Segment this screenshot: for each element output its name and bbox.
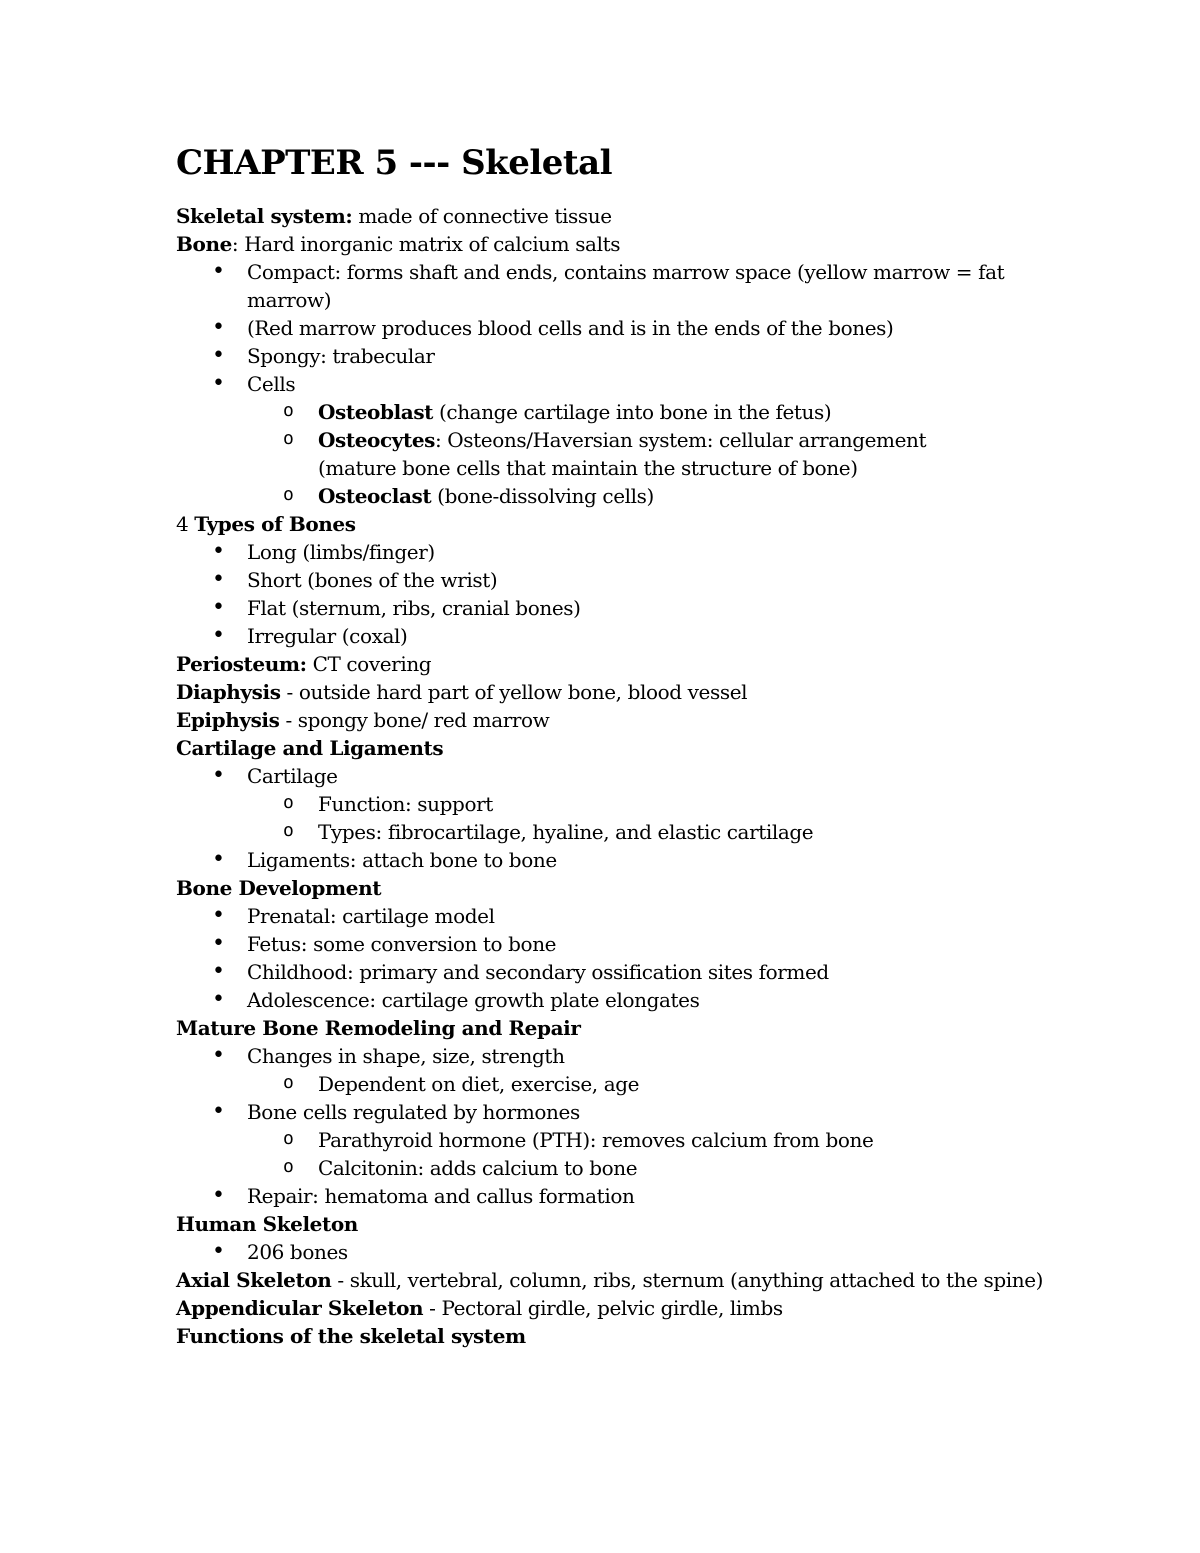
sub-list-item: o Parathyroid hormone (PTH): removes calcium from bone — [176, 1126, 1050, 1154]
bone-list — [176, 258, 1050, 398]
remodeling-heading: Mature Bone Remodeling and Repair — [176, 1016, 581, 1040]
list-item: • Short (bones of the wrist) — [176, 566, 1050, 594]
term: Osteoclast — [318, 484, 432, 508]
remodeling-sub-list-2 — [176, 1126, 1050, 1182]
list-item: • Prenatal: cartilage model — [176, 902, 1050, 930]
appendicular-line — [176, 1294, 1050, 1322]
list-item: • Fetus: some conversion to bone — [176, 930, 1050, 958]
skeletal-system-line — [176, 202, 1050, 230]
cartilage-sub-list — [176, 790, 1050, 846]
term: Osteocytes — [318, 428, 436, 452]
bone-line — [176, 230, 1050, 258]
list-item: • Compact: forms shaft and ends, contains marrow space (yellow marrow = fat marrow) — [176, 258, 1050, 314]
term: Bone — [176, 232, 232, 256]
chapter-title: CHAPTER 5 --- Skeletal — [176, 143, 613, 183]
list-item: • (Red marrow produces blood cells and is in the ends of the bones) — [176, 314, 1050, 342]
types-list — [176, 538, 1050, 650]
cartilage-heading: Cartilage and Ligaments — [176, 736, 444, 760]
remodeling-sub-list-1 — [176, 1070, 1050, 1098]
periosteum-line — [176, 650, 1050, 678]
term: Osteoblast — [318, 400, 434, 424]
cells-list — [176, 398, 1050, 510]
remodeling-list-2 — [176, 1098, 1050, 1126]
sub-list-item: o Dependent on diet, exercise, age — [176, 1070, 1050, 1098]
sub-list-item: o Types: fibrocartilage, hyaline, and elastic cartilage — [176, 818, 1050, 846]
list-item: • Irregular (coxal) — [176, 622, 1050, 650]
list-item: • Cartilage — [176, 762, 1050, 790]
development-heading: Bone Development — [176, 876, 382, 900]
definition: : Hard inorganic matrix of calcium salts — [231, 232, 621, 256]
sub-list-item: o Calcitonin: adds calcium to bone — [176, 1154, 1050, 1182]
list-item: • Changes in shape, size, strength — [176, 1042, 1050, 1070]
human-skeleton-heading: Human Skeleton — [176, 1212, 358, 1236]
ligaments-list — [176, 846, 1050, 874]
diaphysis-line — [176, 678, 1050, 706]
definition: - outside hard part of yellow bone, blood vessel — [280, 680, 748, 704]
definition: (change cartilage into bone in the fetus) — [433, 400, 832, 424]
list-item: • Spongy: trabecular — [176, 342, 1050, 370]
development-list — [176, 902, 1050, 1014]
term: Epiphysis — [176, 708, 280, 732]
definition: - skull, vertebral, column, ribs, sternum (anything attached to the spine) — [331, 1268, 1044, 1292]
human-skeleton-list — [176, 1238, 1050, 1266]
heading-text: Types of Bones — [194, 512, 356, 536]
functions-heading: Functions of the skeletal system — [176, 1324, 526, 1348]
term: Periosteum: — [176, 652, 307, 676]
definition: CT covering — [306, 652, 432, 676]
remodeling-list-1 — [176, 1042, 1050, 1070]
epiphysis-line — [176, 706, 1050, 734]
list-item: • Flat (sternum, ribs, cranial bones) — [176, 594, 1050, 622]
sub-list-item: o Function: support — [176, 790, 1050, 818]
list-item: • Long (limbs/finger) — [176, 538, 1050, 566]
types-heading — [176, 510, 1050, 538]
cartilage-list — [176, 762, 1050, 790]
definition: : Osteons/Haversian system: cellular arrangement (mature bone cells that maintain the structure of bone) — [318, 428, 927, 480]
sub-list-item — [176, 398, 1050, 426]
list-item: • Ligaments: attach bone to bone — [176, 846, 1050, 874]
sub-list-item — [176, 482, 1050, 510]
sub-list-item — [176, 426, 1050, 482]
definition: - Pectoral girdle, pelvic girdle, limbs — [423, 1296, 783, 1320]
definition: - spongy bone/ red marrow — [279, 708, 550, 732]
term: Axial Skeleton — [176, 1268, 332, 1292]
list-item: • 206 bones — [176, 1238, 1050, 1266]
axial-line — [176, 1266, 1050, 1294]
definition: (bone-dissolving cells) — [431, 484, 654, 508]
list-item: • Bone cells regulated by hormones — [176, 1098, 1050, 1126]
heading-prefix: 4 — [176, 512, 195, 536]
term: Diaphysis — [176, 680, 281, 704]
list-item: • Childhood: primary and secondary ossification sites formed — [176, 958, 1050, 986]
remodeling-list-3 — [176, 1182, 1050, 1210]
list-item: • Cells — [176, 370, 1050, 398]
term: Skeletal system: — [176, 204, 353, 228]
definition: made of connective tissue — [352, 204, 612, 228]
list-item: • Repair: hematoma and callus formation — [176, 1182, 1050, 1210]
term: Appendicular Skeleton — [176, 1296, 424, 1320]
list-item: • Adolescence: cartilage growth plate elongates — [176, 986, 1050, 1014]
